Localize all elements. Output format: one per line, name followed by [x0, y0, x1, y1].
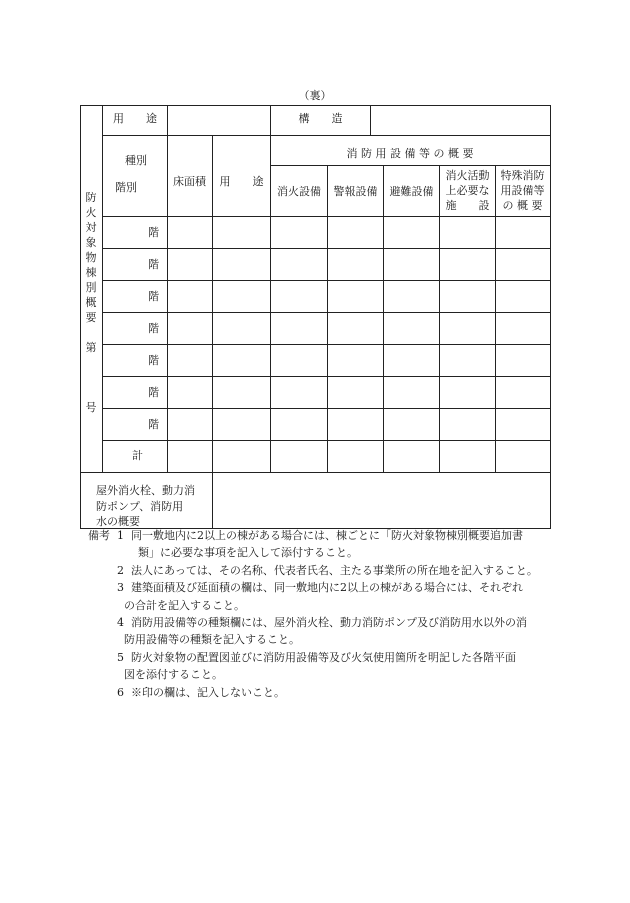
- note-item: [88, 527, 558, 562]
- floor-number-input[interactable]: [104, 250, 144, 278]
- note-text-line: 類」に必要な事項を記入して添付すること。: [138, 546, 358, 560]
- note-text-line: 防用設備等の種類を記入すること。: [124, 633, 300, 647]
- grid-line-v: [212, 135, 213, 528]
- usage-input[interactable]: [168, 106, 270, 134]
- total-label: 計: [132, 449, 143, 462]
- vertical-title-char: 火: [85, 206, 97, 219]
- note-text-line: 消防用設備等の種類欄には、屋外消火栓、動力消防ポンプ及び消防用水以外の消: [131, 616, 527, 630]
- grid-line-v: [167, 105, 168, 472]
- floor-row-label: 階: [148, 226, 159, 239]
- grid-line-h: [102, 135, 550, 136]
- firefighting-facility-header: 消火活動 上必要な 施 設: [445, 169, 490, 212]
- vertical-title: [84, 190, 98, 415]
- floor-number-input[interactable]: [104, 314, 144, 342]
- note-text-line: 防火対象物の配置図並びに消防用設備等及び火気使用箇所を明記した各階平面: [131, 650, 516, 664]
- floor-number-input[interactable]: [104, 218, 144, 246]
- note-item: [88, 579, 558, 614]
- vertical-title-char: [84, 385, 98, 400]
- vertical-title-char: 要: [85, 311, 97, 324]
- floor-number-input[interactable]: [104, 282, 144, 310]
- table-border-right: [550, 105, 551, 528]
- vertical-title-char: [84, 355, 98, 370]
- vertical-title-char: 対: [85, 221, 97, 234]
- vertical-title-char: [84, 325, 98, 340]
- floor-number-input[interactable]: [104, 378, 144, 406]
- floor-row-label: 階: [148, 322, 159, 335]
- note-text-line: 建築面積及び延面積の欄は、同一敷地内に2以上の棟がある場合には、それぞれ: [131, 581, 523, 595]
- grid-line-h: [102, 440, 550, 441]
- vertical-title-char: 別: [85, 281, 97, 294]
- alarm-header: 警報設備: [333, 185, 378, 198]
- floor-number-input[interactable]: [104, 410, 144, 438]
- vertical-title-char: 防: [85, 191, 97, 204]
- table-border-left: [80, 105, 81, 528]
- notes-section: [88, 527, 558, 701]
- note-text-line: の合計を記入すること。: [124, 598, 245, 612]
- usage-header: 用 途: [219, 175, 264, 188]
- floor-row-label: 階: [148, 354, 159, 367]
- grid-line-h: [102, 280, 550, 281]
- grid-line-h: [102, 344, 550, 345]
- floor-row-label: 階: [148, 258, 159, 271]
- floor-row-label: 階: [148, 386, 159, 399]
- structure-input[interactable]: [371, 106, 549, 134]
- grid-line-v: [383, 165, 384, 472]
- note-item: [88, 684, 558, 701]
- grid-line-h: [102, 248, 550, 249]
- note-item: [88, 614, 558, 649]
- note-number: 3: [117, 581, 124, 595]
- vertical-title-char: 第: [85, 341, 97, 354]
- grid-line-v: [102, 105, 103, 472]
- vertical-title-char: [84, 370, 98, 385]
- type-label: 種別: [125, 154, 147, 167]
- equipment-overview-header: 消 防 用 設 備 等 の 概 要: [346, 147, 474, 160]
- floor-area-header: 床面積: [173, 175, 206, 188]
- grid-line-h: [270, 165, 550, 166]
- header-diagonal-line: [101, 135, 167, 217]
- grid-line-v: [327, 165, 328, 472]
- note-text-line: ※印の欄は、記入しないこと。: [131, 685, 285, 699]
- note-item: [88, 562, 558, 579]
- grid-line-h: [102, 312, 550, 313]
- vertical-title-char: 棟: [85, 266, 97, 279]
- note-text-line: 法人にあっては、その名称、代表者氏名、主たる事業所の所在地を記入すること。: [131, 563, 538, 577]
- special-equipment-header: 特殊消防 用設備等 の 概 要: [500, 169, 545, 212]
- floor-label: 階別: [115, 181, 137, 194]
- note-text-line: 同一敷地内に2以上の棟がある場合には、棟ごとに「防火対象物棟別概要追加書: [131, 529, 523, 542]
- note-number: 5: [117, 650, 124, 664]
- note-text-line: 図を添付すること。: [124, 668, 223, 682]
- evacuation-header: 避難設備: [389, 185, 434, 198]
- grid-line-h: [102, 408, 550, 409]
- floor-number-input[interactable]: [104, 346, 144, 374]
- page-side-label: （裏）: [298, 89, 332, 102]
- outdoor-equipment-label: 屋外消火栓、動力消 防ポンプ、消防用 水の概要: [96, 484, 195, 528]
- vertical-title-char: 象: [85, 236, 97, 249]
- note-item: [88, 649, 558, 684]
- fire-extinguishing-header: 消火設備: [277, 185, 321, 198]
- note-number: 1: [117, 529, 124, 542]
- vertical-title-char: 物: [85, 251, 97, 264]
- floor-row-label: 階: [148, 418, 159, 431]
- floor-row-label: 階: [148, 290, 159, 303]
- grid-line-h: [102, 216, 550, 217]
- structure-label: 構 造: [298, 112, 343, 125]
- grid-line-h: [102, 376, 550, 377]
- outdoor-equipment-input[interactable]: [213, 472, 549, 527]
- vertical-title-char: 号: [85, 401, 97, 414]
- note-number: 6: [117, 685, 124, 699]
- vertical-title-char: 概: [85, 296, 97, 309]
- note-number: 2: [117, 563, 124, 577]
- notes-heading: 備考: [88, 529, 110, 542]
- note-number: 4: [117, 616, 124, 630]
- usage-label: 用 途: [113, 112, 157, 125]
